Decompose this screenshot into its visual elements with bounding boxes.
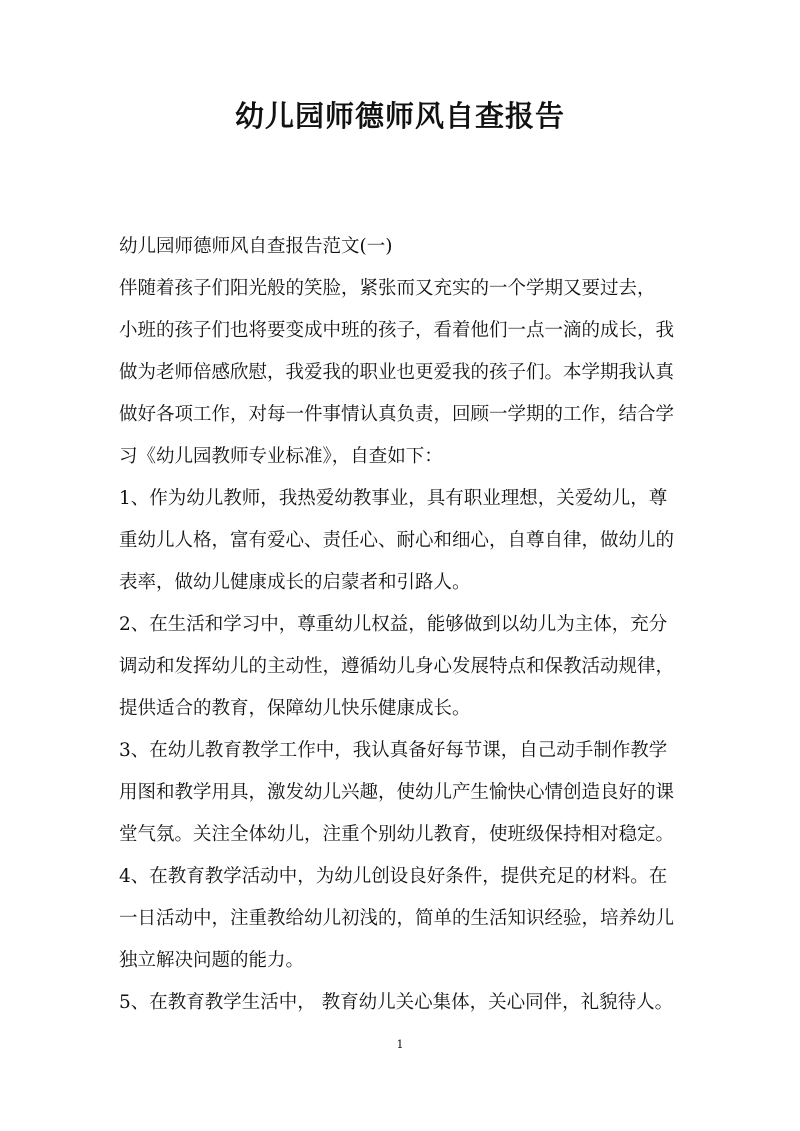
body-line: 2、在生活和学习中，尊重幼儿权益，能够做到以幼儿为主体，充分 [119, 614, 668, 635]
body-line: 用图和教学用具，激发幼儿兴趣，使幼儿产生愉快心情创造良好的课 [119, 782, 675, 803]
body-line: 堂气氛。关注全体幼儿，注重个别幼儿教育，使班级保持相对稳定。 [119, 824, 675, 845]
body-line: 调动和发挥幼儿的主动性，遵循幼儿身心发展特点和保教活动规律， [119, 656, 675, 677]
page-number: 1 [396, 1038, 404, 1051]
body-line: 3、在幼儿教育教学工作中，我认真备好每节课，自己动手制作教学 [119, 740, 668, 761]
body-line: 做为老师倍感欣慰，我爱我的职业也更爱我的孩子们。本学期我认真 [119, 362, 675, 383]
document-subtitle: 幼儿园师德师风自查报告范文(一) [119, 236, 393, 257]
body-line: 独立解决问题的能力。 [119, 950, 305, 971]
body-line: 伴随着孩子们阳光般的笑脸，紧张而又充实的一个学期又要过去， [119, 278, 656, 299]
body-line: 重幼儿人格，富有爱心、责任心、耐心和细心，自尊自律，做幼儿的 [119, 530, 675, 551]
body-line: 5、在教育教学生活中， 教育幼儿关心集体，关心同伴，礼貌待人。 [119, 992, 674, 1013]
body-line: 小班的孩子们也将要变成中班的孩子，看着他们一点一滴的成长，我 [119, 320, 675, 341]
document-title: 幼儿园师德师风自查报告 [234, 99, 565, 133]
body-line: 习《幼儿园教师专业标准》，自查如下： [119, 446, 443, 467]
body-line: 1、作为幼儿教师，我热爱幼教事业，具有职业理想，关爱幼儿，尊 [119, 488, 668, 509]
body-line: 提供适合的教育，保障幼儿快乐健康成长。 [119, 698, 471, 719]
body-line: 做好各项工作，对每一件事情认真负责，回顾一学期的工作，结合学 [119, 404, 675, 425]
body-line: 4、在教育教学活动中，为幼儿创设良好条件，提供充足的材料。在 [119, 866, 668, 887]
body-line: 一日活动中，注重教给幼儿初浅的，简单的生活知识经验，培养幼儿 [119, 908, 675, 929]
document-body [119, 226, 683, 1024]
body-line: 表率，做幼儿健康成长的启蒙者和引路人。 [119, 572, 471, 593]
